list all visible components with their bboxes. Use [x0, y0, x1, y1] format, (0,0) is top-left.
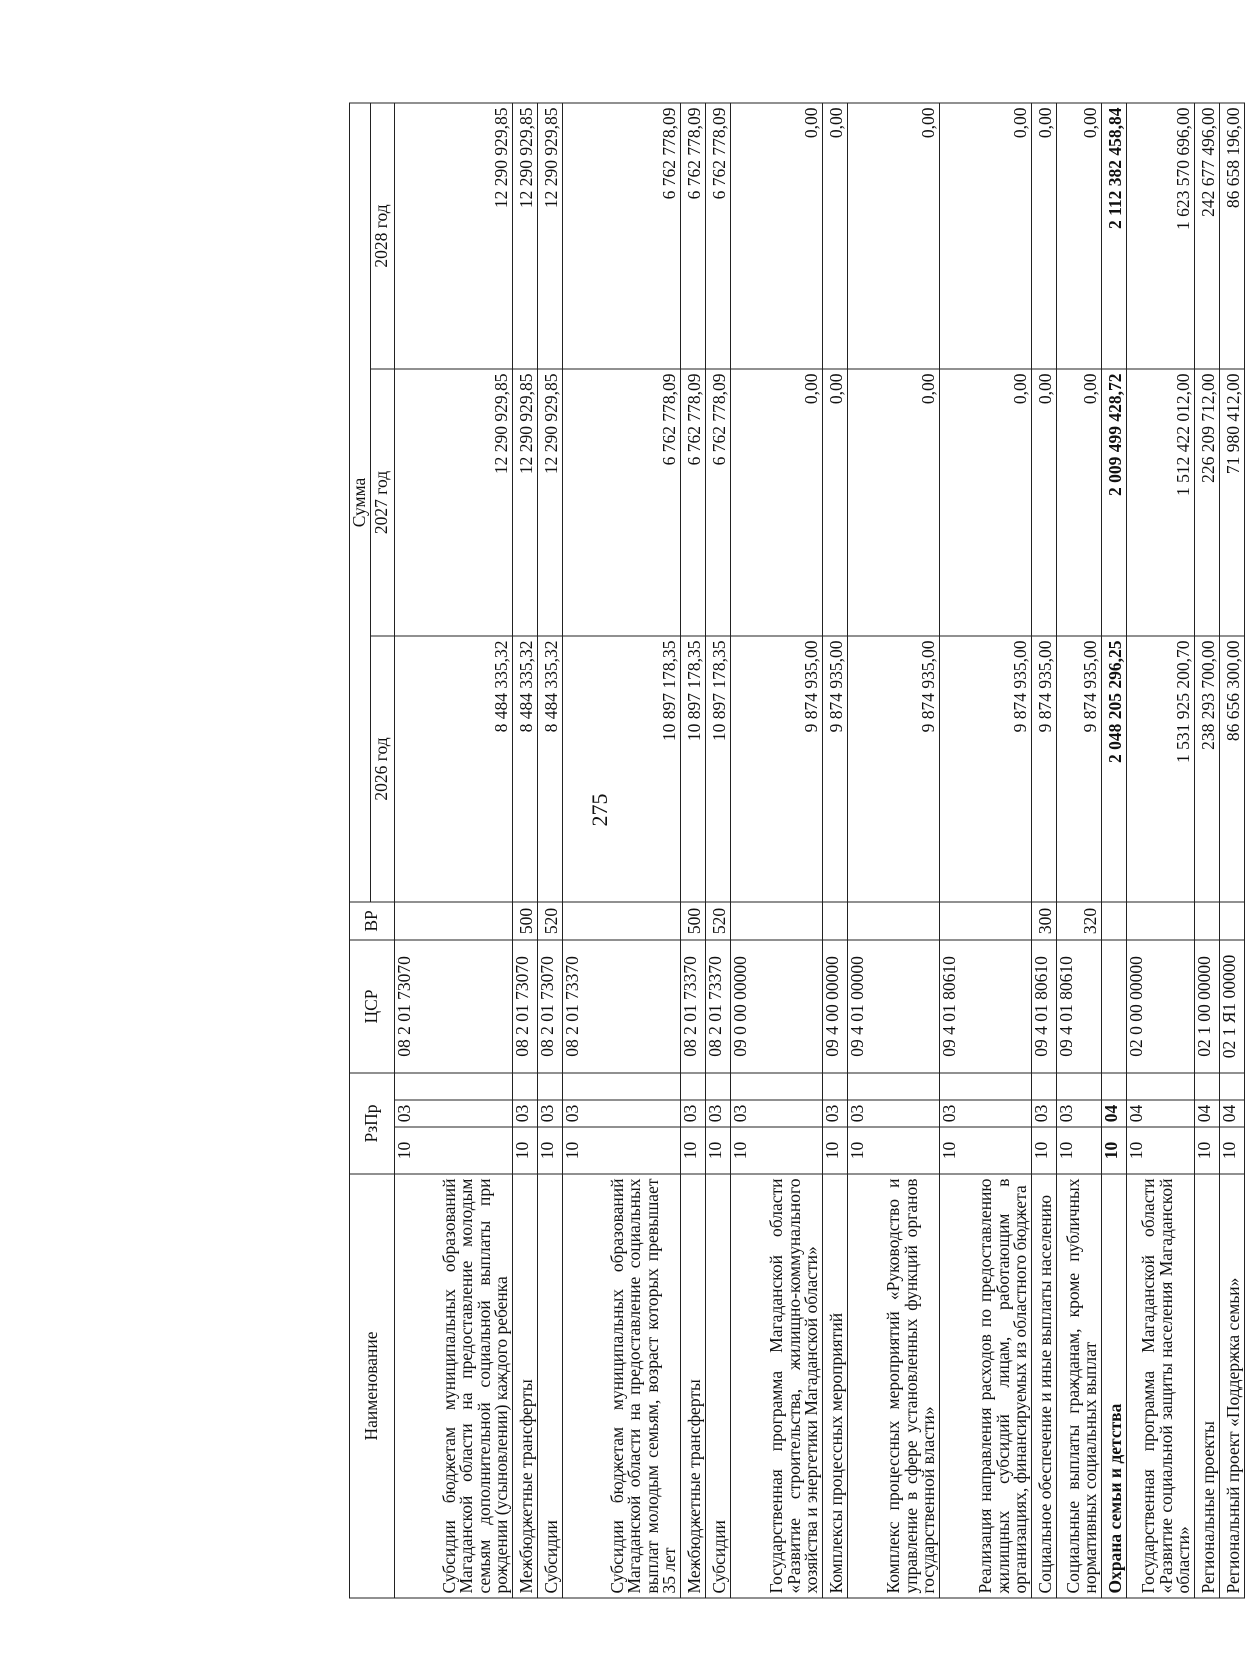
vr-cell: 300	[1031, 902, 1056, 940]
sum-2028-cell: 12 290 929,85	[394, 103, 512, 369]
sum-2026-cell: 9 874 935,00	[1031, 636, 1056, 902]
sum-2027-cell: 0,00	[730, 369, 822, 636]
sum-2026-cell: 86 656 300,00	[1219, 636, 1244, 902]
table-row	[1101, 103, 1126, 1598]
pr-cell: 03	[939, 1100, 1031, 1127]
pr-cell: 04	[1126, 1100, 1194, 1127]
sum-2027-cell: 6 762 778,09	[562, 369, 680, 636]
sum-2027-cell: 71 980 412,00	[1219, 369, 1244, 636]
csr-cell: 08 2 01 73370	[562, 940, 680, 1073]
header-2027: 2027 год	[370, 369, 394, 636]
vr-cell	[394, 902, 512, 940]
spacer-cell	[1194, 1073, 1219, 1100]
rz-cell: 10	[394, 1127, 512, 1174]
pr-cell: 03	[512, 1100, 537, 1127]
vr-cell	[939, 902, 1031, 940]
name-cell: Региональные проекты	[1194, 1174, 1219, 1598]
sum-2028-cell: 6 762 778,09	[680, 103, 705, 369]
sum-2028-cell: 0,00	[1031, 103, 1056, 369]
spacer-cell	[512, 1073, 537, 1100]
csr-cell	[1101, 940, 1126, 1073]
page-number: 275	[587, 793, 612, 827]
sum-2028-cell: 1 623 570 696,00	[1126, 103, 1194, 369]
csr-cell: 02 1 00 00000	[1194, 940, 1219, 1073]
spacer-cell	[537, 1073, 562, 1100]
header-name: Наименование	[350, 1174, 395, 1598]
csr-cell: 09 4 01 80610	[939, 940, 1031, 1073]
vr-cell: 500	[512, 902, 537, 940]
spacer-cell	[680, 1073, 705, 1100]
sum-2028-cell: 6 762 778,09	[562, 103, 680, 369]
name-cell: Социальные выплаты гражданам, кроме публичных нормативных социальных выплат	[1056, 1174, 1101, 1598]
csr-cell: 09 4 00 00000	[822, 940, 847, 1073]
rz-cell: 10	[512, 1127, 537, 1174]
spacer-cell	[394, 1073, 512, 1100]
pr-cell: 03	[1031, 1100, 1056, 1127]
pr-cell: 03	[730, 1100, 822, 1127]
name-cell: Реализация направления расходов по предоставлению жилищных субсидий лицам, работающим в организациях, финансируемых из областного бюджета	[939, 1174, 1031, 1598]
header-csr: ЦСР	[350, 940, 395, 1073]
header-pr: Пр	[361, 1104, 381, 1126]
table-row	[562, 103, 680, 1598]
rz-cell: 10	[1126, 1127, 1194, 1174]
pr-cell: 03	[822, 1100, 847, 1127]
table-row	[847, 103, 939, 1598]
header-2028: 2028 год	[370, 103, 394, 369]
csr-cell: 09 4 01 80610	[1056, 940, 1101, 1073]
header-rz: Рз	[361, 1125, 381, 1143]
sum-2028-cell: 0,00	[847, 103, 939, 369]
table-row	[512, 103, 537, 1598]
name-cell: Комплекс процессных мероприятий «Руководство и управление в сфере установленных функций органов государственной власти»	[847, 1174, 939, 1598]
spacer-cell	[1031, 1073, 1056, 1100]
sum-2026-cell: 10 897 178,35	[680, 636, 705, 902]
header-2026: 2026 год	[370, 636, 394, 902]
sum-2026-cell: 8 484 335,32	[394, 636, 512, 902]
pr-cell: 03	[705, 1100, 730, 1127]
sum-2027-cell: 12 290 929,85	[512, 369, 537, 636]
header-vr: ВР	[350, 902, 395, 940]
rz-cell: 10	[1101, 1127, 1126, 1174]
sum-2028-cell: 2 112 382 458,84	[1101, 103, 1126, 369]
sum-2027-cell: 1 512 422 012,00	[1126, 369, 1194, 636]
sum-2026-cell: 10 897 178,35	[705, 636, 730, 902]
name-cell: Социальное обеспечение и иные выплаты населению	[1031, 1174, 1056, 1598]
header-rz-pr	[350, 1073, 395, 1174]
sum-2028-cell: 6 762 778,09	[705, 103, 730, 369]
rz-cell: 10	[537, 1127, 562, 1174]
csr-cell: 08 2 01 73370	[680, 940, 705, 1073]
name-cell: Комплексы процессных мероприятий	[822, 1174, 847, 1598]
pr-cell: 03	[1056, 1100, 1101, 1127]
vr-cell	[847, 902, 939, 940]
sum-2026-cell: 1 531 925 200,70	[1126, 636, 1194, 902]
csr-cell: 08 2 01 73070	[394, 940, 512, 1073]
spacer-cell	[1219, 1073, 1244, 1100]
pr-cell: 04	[1219, 1100, 1244, 1127]
sum-2027-cell: 2 009 499 428,72	[1101, 369, 1126, 636]
spacer-cell	[705, 1073, 730, 1100]
sum-2028-cell: 0,00	[822, 103, 847, 369]
sum-2027-cell: 0,00	[847, 369, 939, 636]
pr-cell: 03	[537, 1100, 562, 1127]
sum-2026-cell: 238 293 700,00	[1194, 636, 1219, 902]
sum-2028-cell: 0,00	[939, 103, 1031, 369]
spacer-cell	[939, 1073, 1031, 1100]
spacer-cell	[1101, 1073, 1126, 1100]
sum-2026-cell: 9 874 935,00	[939, 636, 1031, 902]
sum-2027-cell: 6 762 778,09	[680, 369, 705, 636]
sum-2028-cell: 0,00	[1056, 103, 1101, 369]
name-cell: Охрана семьи и детства	[1101, 1174, 1126, 1598]
vr-cell	[822, 902, 847, 940]
csr-cell: 08 2 01 73370	[705, 940, 730, 1073]
vr-cell	[1194, 902, 1219, 940]
table-row	[394, 103, 512, 1598]
name-cell: Межбюджетные трансферты	[680, 1174, 705, 1598]
sum-2027-cell: 226 209 712,00	[1194, 369, 1219, 636]
table-body	[394, 103, 1244, 1598]
sum-2026-cell: 8 484 335,32	[537, 636, 562, 902]
pr-cell: 03	[847, 1100, 939, 1127]
sum-2027-cell: 6 762 778,09	[705, 369, 730, 636]
sum-2026-cell: 10 897 178,35	[562, 636, 680, 902]
table-row	[537, 103, 562, 1598]
spacer-cell	[822, 1073, 847, 1100]
pr-cell: 04	[1101, 1100, 1126, 1127]
table-row	[822, 103, 847, 1598]
rz-cell: 10	[705, 1127, 730, 1174]
rz-cell: 10	[939, 1127, 1031, 1174]
spacer-cell	[1126, 1073, 1194, 1100]
csr-cell: 09 4 01 80610	[1031, 940, 1056, 1073]
csr-cell: 09 0 00 00000	[730, 940, 822, 1073]
name-cell: Субсидии бюджетам муниципальных образований Магаданской области на предоставление социальных выплат молодым семьям, возраст которых превышает 35 лет	[562, 1174, 680, 1598]
sum-2028-cell: 12 290 929,85	[537, 103, 562, 369]
csr-cell: 08 2 01 73070	[512, 940, 537, 1073]
rz-cell: 10	[1219, 1127, 1244, 1174]
table-row	[939, 103, 1031, 1598]
pr-cell: 03	[680, 1100, 705, 1127]
sum-2026-cell: 9 874 935,00	[822, 636, 847, 902]
header-sum: Сумма	[350, 103, 371, 902]
sum-2027-cell: 12 290 929,85	[394, 369, 512, 636]
spacer-cell	[847, 1073, 939, 1100]
name-cell: Государственная программа Магаданской области «Развитие строительства, жилищно-коммунального хозяйства и энергетики Магаданской области»	[730, 1174, 822, 1598]
spacer-cell	[562, 1073, 680, 1100]
rz-cell: 10	[847, 1127, 939, 1174]
spacer-cell	[730, 1073, 822, 1100]
vr-cell	[562, 902, 680, 940]
name-cell: Региональный проект «Поддержка семьи»	[1219, 1174, 1244, 1598]
name-cell: Межбюджетные трансферты	[512, 1174, 537, 1598]
name-cell: Субсидии бюджетам муниципальных образований Магаданской области на предоставление молодым семьям дополнительной социальной выплаты при рождении (усыновлении) каждого ребенка	[394, 1174, 512, 1598]
vr-cell: 520	[705, 902, 730, 940]
sum-2027-cell: 0,00	[1031, 369, 1056, 636]
sum-2028-cell: 86 658 196,00	[1219, 103, 1244, 369]
vr-cell: 320	[1056, 902, 1101, 940]
sum-2028-cell: 0,00	[730, 103, 822, 369]
pr-cell: 03	[562, 1100, 680, 1127]
rz-cell: 10	[1056, 1127, 1101, 1174]
sum-2027-cell: 0,00	[822, 369, 847, 636]
table-row	[1056, 103, 1101, 1598]
rz-cell: 10	[562, 1127, 680, 1174]
table-row	[730, 103, 822, 1598]
spacer-cell	[1056, 1073, 1101, 1100]
table-row	[680, 103, 705, 1598]
sum-2027-cell: 12 290 929,85	[537, 369, 562, 636]
name-cell: Субсидии	[537, 1174, 562, 1598]
rz-cell: 10	[730, 1127, 822, 1174]
csr-cell: 09 4 01 00000	[847, 940, 939, 1073]
rz-cell: 10	[1194, 1127, 1219, 1174]
sum-2026-cell: 9 874 935,00	[847, 636, 939, 902]
table-header-row-1	[350, 103, 371, 1598]
name-cell: Государственная программа Магаданской области «Развитие социальной защиты населения Магаданской области»	[1126, 1174, 1194, 1598]
vr-cell	[1126, 902, 1194, 940]
table-row	[1031, 103, 1056, 1598]
sum-2027-cell: 0,00	[939, 369, 1031, 636]
budget-table	[349, 102, 1245, 1598]
vr-cell	[1101, 902, 1126, 940]
csr-cell: 02 0 00 00000	[1126, 940, 1194, 1073]
pr-cell: 04	[1194, 1100, 1219, 1127]
table-row	[705, 103, 730, 1598]
table-row	[1219, 103, 1244, 1598]
sum-2026-cell: 9 874 935,00	[1056, 636, 1101, 902]
sum-2026-cell: 9 874 935,00	[730, 636, 822, 902]
pr-cell: 03	[394, 1100, 512, 1127]
csr-cell: 08 2 01 73070	[537, 940, 562, 1073]
rz-cell: 10	[1031, 1127, 1056, 1174]
rz-cell: 10	[680, 1127, 705, 1174]
rotated-table-wrapper	[349, 104, 1243, 1599]
vr-cell: 520	[537, 902, 562, 940]
sum-2026-cell: 2 048 205 296,25	[1101, 636, 1126, 902]
sum-2027-cell: 0,00	[1056, 369, 1101, 636]
vr-cell: 500	[680, 902, 705, 940]
csr-cell: 02 1 Я1 00000	[1219, 940, 1244, 1073]
vr-cell	[1219, 902, 1244, 940]
sum-2026-cell: 8 484 335,32	[512, 636, 537, 902]
name-cell: Субсидии	[705, 1174, 730, 1598]
vr-cell	[730, 902, 822, 940]
table-row	[1126, 103, 1194, 1598]
rz-cell: 10	[822, 1127, 847, 1174]
sum-2028-cell: 242 677 496,00	[1194, 103, 1219, 369]
table-row	[1194, 103, 1219, 1598]
sum-2028-cell: 12 290 929,85	[512, 103, 537, 369]
